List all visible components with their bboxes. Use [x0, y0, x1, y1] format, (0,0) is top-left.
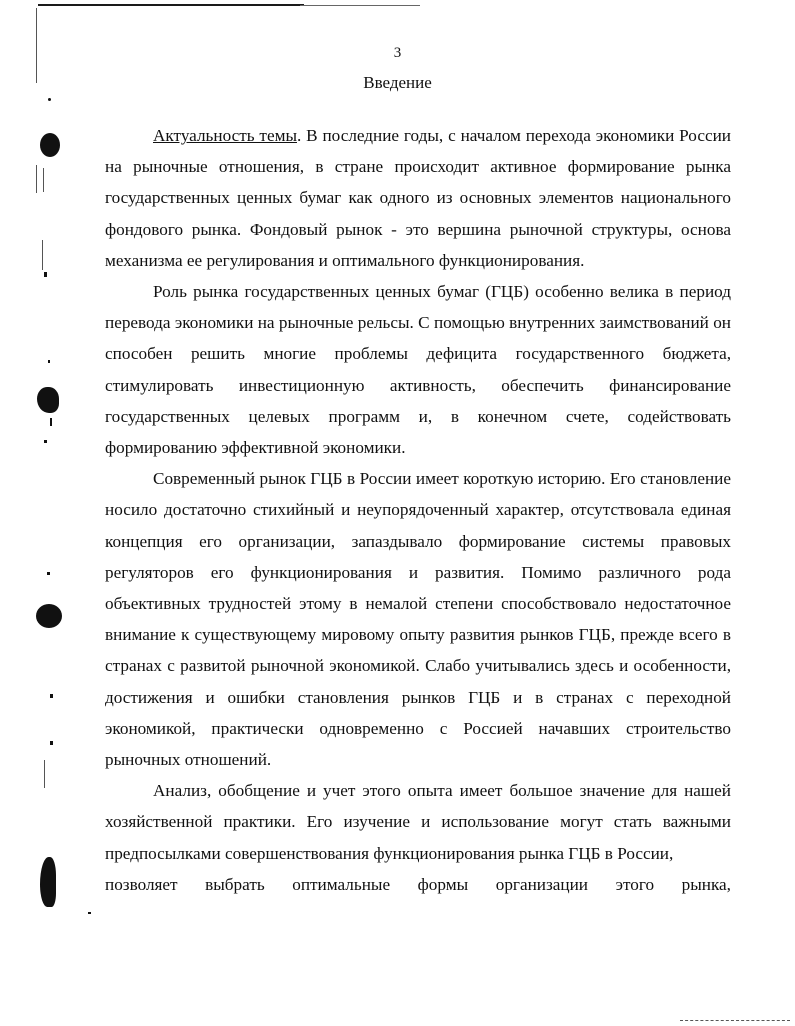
word: оптимальные	[292, 874, 391, 894]
scan-margin-line	[42, 240, 43, 270]
speck-mark	[88, 912, 91, 914]
paragraph-role: Роль рынка государственных ценных бумаг (ГЦБ) особенно велика в период перевода экономики на рыночные рельсы. С помощью внутренних заимствований он способен решить многие проблемы дефицита государственного бюджета, стимулировать инвестиционную активность, обеспечить финансирование государственных целевых программ и, в конечном счете, содействовать формированию эффективной экономики.	[105, 282, 731, 458]
word: позволяет	[105, 874, 178, 894]
word: формы	[417, 874, 469, 894]
section-heading: Введение	[363, 73, 432, 92]
scan-margin-line	[36, 165, 37, 193]
speck-mark	[50, 741, 53, 745]
speck-mark	[48, 98, 51, 101]
paragraph-analysis: Анализ, обобщение и учет этого опыта имеет большое значение для нашей хозяйственной практики. Его изучение и использование могут стать важными предпосылками совершенствования функционирования рынка ГЦБ в России,	[105, 781, 731, 863]
speck-mark	[48, 360, 50, 363]
word: рынка,	[681, 874, 731, 894]
scan-margin-line	[44, 760, 45, 788]
punch-hole-mark	[40, 133, 60, 157]
punch-hole-mark	[36, 604, 62, 628]
scan-bottom-rule	[680, 1020, 790, 1022]
word: выбрать	[205, 874, 265, 894]
speck-mark	[47, 572, 50, 575]
continuation-line	[105, 869, 731, 900]
page-number: 3	[393, 45, 402, 61]
body-text	[105, 120, 731, 900]
speck-mark	[44, 272, 47, 277]
word: организации	[495, 874, 588, 894]
paragraph-relevance	[105, 120, 731, 276]
relevance-lead: Актуальность темы	[153, 126, 297, 145]
word: этого	[615, 874, 655, 894]
paragraph-history: Современный рынок ГЦБ в России имеет короткую историю. Его становление носило достаточно стихийный и неупорядоченный характер, отсутствовала единая концепция его организации, запаздывало формирование системы правовых регуляторов его функционирования и развития. Помимо различного рода объективных трудностей этому в немалой степени способствовало недостаточное внимание к существующему мировому опыту развития рынков ГЦБ, прежде всего в странах с развитой рыночной экономикой. Слабо учитывались здесь и особенности, достижения и ошибки становления рынков ГЦБ и в странах с переходной экономикой, практически одновременно с Россией начавших строительство рыночных отношений.	[105, 469, 731, 770]
punch-hole-mark	[40, 857, 56, 907]
scan-top-rule	[38, 4, 304, 6]
speck-mark	[50, 694, 53, 698]
relevance-text: . В последние годы, с началом перехода экономики России на рыночные отношения, в стране происходит активное формирование рынка государственных ценных бумаг как одного из основных элементов национального фондового рынка. Фондовый рынок - это вершина рыночной структуры, основа механизма ее регулирования и оптимального функционирования.	[105, 126, 731, 270]
speck-mark	[44, 440, 47, 443]
scan-margin-line	[43, 168, 44, 192]
speck-mark	[50, 418, 52, 426]
scan-top-rule-thin	[300, 5, 420, 6]
punch-hole-mark	[37, 387, 59, 413]
